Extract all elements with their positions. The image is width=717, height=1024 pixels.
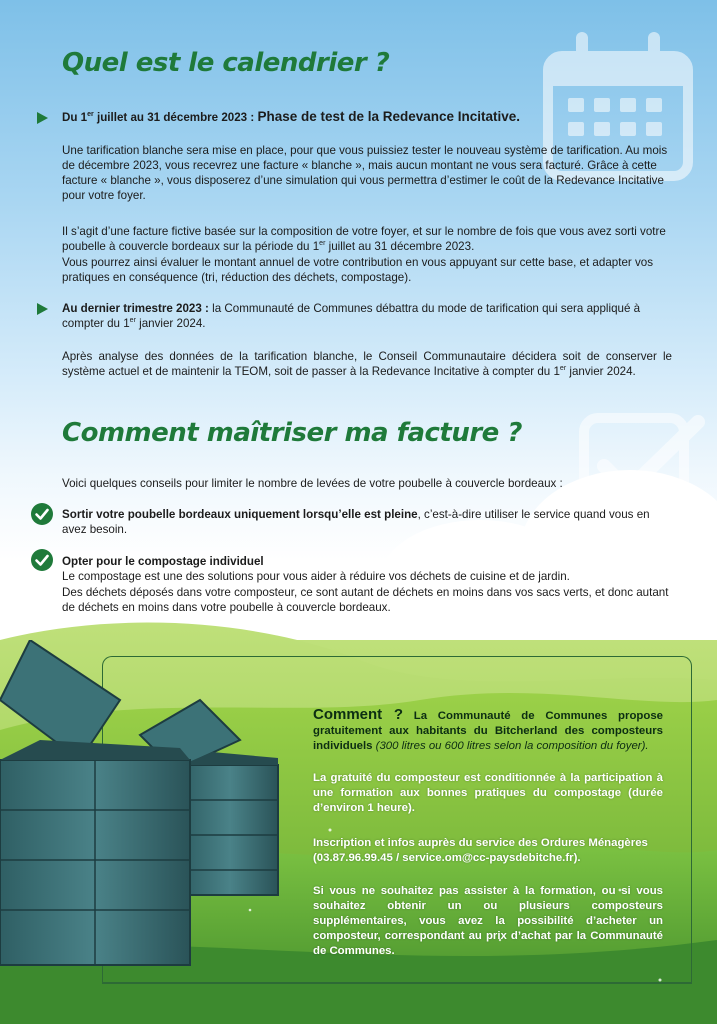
tip-poubelle-pleine: Sortir votre poubelle bordeaux uniquement lorsqu’elle est pleine, c’est-à-dire utiliser le service quand vous en avez besoin.	[62, 508, 650, 536]
box-achat: Si vous ne souhaitez pas assister à la formation, ou si vous souhaitez obtenir un ou plusieurs composteurs supplémentaires, vous avez la possibilité d’acheter un composteur, correspondant au prix d’achat par la Communauté de Communes.	[313, 885, 663, 957]
conseils-intro: Voici quelques conseils pour limiter le nombre de levées de votre poubelle à couvercle bordeaux :	[62, 477, 563, 490]
conseil-paragraph: Après analyse des données de la tarification blanche, le Conseil Communautaire décidera soit de conserver le système actuel et de maintenir la TEOM, soit de passer à la Redevance Incitative à compter du 1er janvier 2024.	[62, 350, 672, 378]
arrow-right-icon	[37, 303, 48, 315]
check-circle-icon	[30, 502, 54, 526]
arrow-right-icon	[37, 112, 48, 124]
box-heading: Comment ? La Communauté de Communes propose gratuitement aux habitants du Bitcherland des composteurs individuels (300 litres ou 600 litres selon la composition du foyer).	[313, 706, 663, 752]
tip-compostage-line1: Le compostage est une des solutions pour vous aider à réduire vos déchets de cuisine et de jardin.	[62, 570, 570, 583]
composter-illustration	[0, 640, 290, 980]
facture-fictive-paragraph: Il s’agit d’une facture fictive basée sur la composition de votre foyer, et sur le nombre de fois que vous avez sorti votre poubelle à couvercle bordeaux sur la période du 1er juillet au 31 décembre 2023.	[62, 225, 666, 253]
phase-test-heading: Du 1er juillet au 31 décembre 2023 : Phase de test de la Redevance Incitative.	[62, 109, 521, 124]
calendar-title: Quel est le calendrier ?	[62, 48, 390, 78]
box-inscription: Inscription et infos auprès du service des Ordures Ménagères (03.87.96.99.45 / service.om@cc-paysdebitche.fr).	[313, 837, 648, 864]
facture-title: Comment maîtriser ma facture ?	[62, 418, 522, 448]
frame-bottom-line	[102, 982, 692, 984]
trimestre-paragraph: Au dernier trimestre 2023 : la Communauté de Communes débattra du mode de tarification qui sera appliqué à compter du 1er janvier 2024.	[62, 302, 641, 330]
check-circle-icon	[30, 548, 54, 572]
tarification-paragraph: Une tarification blanche sera mise en place, pour que vous puissiez tester le nouveau système de tarification. Au mois de décembre 2023, vous recevrez une facture « blanche », mais aucun montant ne vous sera facturé. Grâce à cette facture « blanche », vous disposerez d’une simulation qui vous permettra d’estimer le coût de la Redevance Incitative pour votre foyer.	[62, 144, 668, 202]
box-gratuite: La gratuité du composteur est conditionnée à la participation à une formation aux bonnes pratiques du compostage (durée d’environ 1 heure).	[313, 772, 663, 814]
tip-compostage-line2: Des déchets déposés dans votre composteur, ce sont autant de déchets en moins dans vos sacs verts, et donc autant de déchets en moins dans votre poubelle à couvercle bordeaux.	[62, 586, 669, 614]
tip-compostage-heading: Opter pour le compostage individuel	[62, 555, 264, 568]
evaluation-paragraph: Vous pourrez ainsi évaluer le montant annuel de votre contribution en vous appuyant sur cette base, et adapter vos pratiques en conséquence (tri, réduction des déchets, compostage).	[62, 256, 654, 284]
